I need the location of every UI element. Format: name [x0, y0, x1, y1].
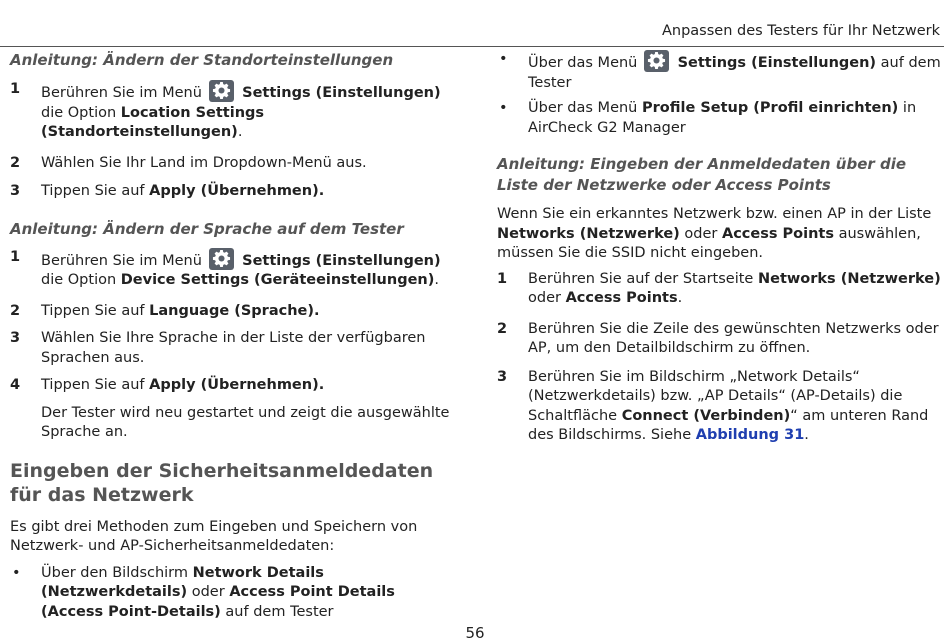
- step-text-mid: die Option: [41, 104, 117, 121]
- bullet-dot: •: [499, 100, 508, 116]
- screen-network-details: Network Details (Netzwerkdetails): [41, 564, 324, 600]
- step-text: Tippen Sie auf: [41, 183, 145, 199]
- figure-link[interactable]: Abbildung 31: [695, 427, 805, 443]
- step-number: 2: [10, 154, 21, 171]
- bullet-text-post: auf dem Tester: [225, 603, 334, 620]
- note-text: Der Tester wird neu gestartet und zeigt die ausgewählte Sprache an.: [41, 404, 450, 440]
- step-number: 1: [497, 270, 508, 287]
- step-language-4: [10, 376, 460, 396]
- punct: .: [237, 124, 243, 140]
- step-text-mid: “ am unteren Rand des Bildschirms. Siehe: [528, 407, 929, 443]
- section-heading-location: Anleitung: Ändern der Standorteinstellungen: [10, 51, 394, 69]
- bullet-settings-menu: [497, 50, 942, 93]
- header-title: Anpassen des Testers für Ihr Netzwerk: [661, 23, 940, 39]
- step-number: 3: [10, 183, 21, 199]
- right-column: [497, 48, 942, 446]
- list-networks: Networks (Netzwerke): [497, 225, 680, 242]
- credentials-intro: Es gibt drei Methoden zum Eingeben und Speichern von Netzwerk- und AP-Sicherheitsanmeldedaten:: [10, 518, 418, 554]
- tile-networks: Networks (Netzwerke): [757, 270, 941, 287]
- section-heading-language: Anleitung: Ändern der Sprache auf dem Tester: [10, 219, 404, 238]
- step-text: Berühren Sie im Menü: [41, 252, 202, 269]
- bullet-text: Über das Menü: [528, 100, 638, 116]
- gear-icon: [209, 248, 234, 270]
- step-number: 2: [497, 320, 508, 337]
- step-language-3: [10, 329, 460, 368]
- bullet-profile-setup: [497, 99, 942, 138]
- punct: .: [434, 272, 439, 288]
- step-note: [10, 404, 460, 443]
- bullet-text-mid: oder: [191, 584, 225, 600]
- bullet-dot: •: [12, 564, 21, 581]
- step-text: Tippen Sie auf: [41, 377, 145, 393]
- menu-settings: Settings (Einstellungen): [242, 85, 441, 101]
- step-text: Wählen Sie Ihre Sprache in der Liste der verfügbaren Sprachen aus.: [41, 330, 426, 366]
- punct: .: [677, 290, 683, 306]
- step-number: 2: [10, 302, 21, 319]
- step-location-2: [10, 154, 460, 174]
- step-credentials-2: [497, 320, 942, 359]
- option-location-settings: Location Settings (Standorteinstellungen): [41, 104, 265, 140]
- step-text: Berühren Sie die Zeile des gewünschten Netzwerks oder AP, um den Detailbildschirm zu öffnen.: [528, 320, 939, 356]
- action-apply: Apply (Übernehmen).: [149, 183, 325, 199]
- section-heading-credentials-list: Anleitung: Eingeben der Anmeldedaten über die Liste der Netzwerke oder Access Points: [497, 155, 907, 194]
- bullet-network-details: [10, 564, 460, 623]
- bullet-text-post: in AirCheck G2 Manager: [528, 100, 917, 136]
- menu-profile-setup: Profile Setup (Profil einrichten): [641, 100, 899, 116]
- step-text-mid: die Option: [41, 272, 117, 288]
- bullet-text: Über das Menü: [528, 55, 638, 71]
- gear-icon: [209, 80, 234, 102]
- step-text: Wählen Sie Ihr Land im Dropdown-Menü aus.: [41, 154, 367, 171]
- step-language-2: [10, 302, 460, 322]
- step-credentials-3: [497, 368, 942, 446]
- bullet-dot: •: [499, 51, 508, 67]
- credentials-list-intro: [497, 205, 942, 264]
- menu-settings: Settings (Einstellungen): [677, 55, 877, 71]
- action-apply: Apply (Übernehmen).: [149, 377, 325, 393]
- punct: .: [804, 427, 809, 443]
- step-language-1: [10, 248, 460, 291]
- intro-text-mid: oder: [684, 225, 718, 242]
- step-number: 3: [497, 368, 508, 385]
- step-text: Berühren Sie im Bildschirm „Network Details“ (Netzwerkdetails) bzw. „AP Details“ (AP-Details) die Schaltfläche: [528, 368, 903, 424]
- gear-icon: [644, 50, 669, 72]
- step-location-3: [10, 182, 460, 202]
- step-credentials-1: [497, 270, 942, 309]
- step-text-mid: oder: [528, 290, 561, 306]
- left-column: [10, 48, 460, 622]
- intro-text-post: auswählen, müssen Sie die SSID nicht eingeben.: [497, 225, 921, 261]
- step-number: 1: [10, 81, 21, 97]
- section-heading-credentials: Eingeben der Sicherheitsanmeldedaten für das Netzwerk: [10, 459, 434, 506]
- step-number: 1: [10, 248, 21, 265]
- button-connect: Connect (Verbinden): [621, 407, 791, 424]
- page-header: [0, 0, 944, 47]
- action-language: Language (Sprache).: [149, 302, 320, 319]
- step-location-1: [10, 80, 460, 143]
- intro-text: Wenn Sie ein erkanntes Netzwerk bzw. einen AP in der Liste: [497, 206, 932, 222]
- step-number: 4: [10, 377, 21, 393]
- bullet-text: Über den Bildschirm: [41, 564, 189, 581]
- bullet-text-post: auf dem Tester: [528, 55, 941, 91]
- menu-settings: Settings (Einstellungen): [242, 252, 441, 269]
- step-text: Berühren Sie auf der Startseite: [528, 270, 754, 287]
- step-number: 3: [10, 330, 21, 346]
- tile-access-points: Access Points: [565, 290, 678, 306]
- screen-access-point-details: Access Point Details (Access Point-Details): [41, 584, 395, 620]
- list-access-points: Access Points: [721, 225, 834, 242]
- page-number: 56: [465, 624, 485, 642]
- option-device-settings: Device Settings (Geräteeinstellungen): [120, 272, 435, 288]
- step-text: Tippen Sie auf: [41, 302, 145, 319]
- step-text: Berühren Sie im Menü: [41, 85, 202, 101]
